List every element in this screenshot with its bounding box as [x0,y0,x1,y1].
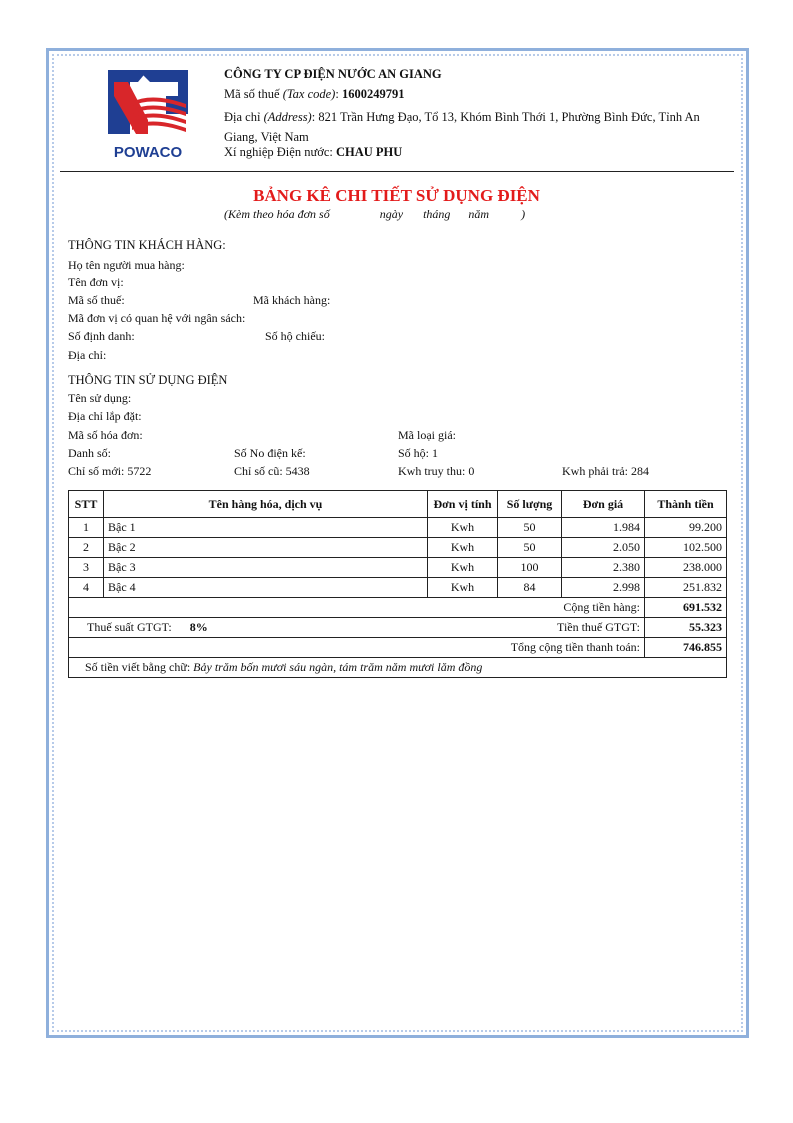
items-table [68,490,727,678]
row-price: 2.380 [562,558,645,578]
kwh-back-label: Kwh truy thu: [398,464,466,478]
customer-tax-label: Mã số thuế: [68,293,125,307]
table-row [69,518,727,538]
unit-label: Xí nghiệp Điện nước: [224,145,336,159]
subtitle-month: tháng [423,207,451,221]
roster-label: Danh số: [68,446,111,460]
row-stt: 1 [69,518,104,538]
table-header-row [69,491,727,518]
row-qty: 50 [498,538,562,558]
logo-text: POWACO [113,144,183,160]
header-price: Đơn giá [562,491,645,518]
address-label-en: (Address) [263,110,312,124]
address-label: Địa chỉ [224,110,264,124]
tax-code: 1600249791 [341,87,405,101]
kwh-pay-label: Kwh phải trả: [562,464,628,478]
subtotal-label: Cộng tiền hàng: [69,598,645,618]
powaco-logo [108,68,188,160]
company-name: CÔNG TY CP ĐIỆN NƯỚC AN GIANG [224,67,442,81]
logo-graphic [108,68,188,160]
subtitle-close: ) [521,207,526,221]
company-unit [224,145,402,160]
kwh-pay-value: 284 [630,464,649,478]
table-row [69,578,727,598]
old-index-field [234,464,310,479]
tax-label-en: (Tax code) [282,87,336,101]
header-divider [60,171,734,172]
kwh-pay-field [562,464,649,479]
total-value: 746.855 [645,638,727,658]
row-amount: 102.500 [645,538,727,558]
subtitle-year: năm [468,207,490,221]
row-amount: 251.832 [645,578,727,598]
row-price: 2.050 [562,538,645,558]
document-title: BẢNG KÊ CHI TIẾT SỬ DỤNG ĐIỆN [253,186,540,205]
household-value: 1 [432,446,439,460]
row-unit: Kwh [428,538,498,558]
row-stt: 4 [69,578,104,598]
header-qty: Số lượng [498,491,562,518]
install-address-label: Địa chỉ lắp đặt: [68,409,142,423]
row-amount: 238.000 [645,558,727,578]
document-subtitle [224,207,525,222]
customer-address-label: Địa chỉ: [68,348,107,362]
tax-colon: : [335,87,342,101]
table-row [69,538,727,558]
row-name: Bậc 1 [104,518,428,538]
company-tax-line [224,87,404,102]
header-name: Tên hàng hóa, dịch vụ [104,491,428,518]
unit-name: CHAU PHU [335,145,403,159]
row-price: 2.998 [562,578,645,598]
header-stt: STT [69,491,104,518]
amount-words-value: Bảy trăm bốn mươi sáu ngàn, tám trăm năm mươi lăm đồng [193,660,483,674]
amount-words-label: Số tiền viết bằng chữ: [85,660,194,674]
row-name: Bậc 3 [104,558,428,578]
new-index-field [68,464,151,479]
row-unit: Kwh [428,578,498,598]
table-row [69,558,727,578]
new-index-value: 5722 [127,464,152,478]
row-stt: 3 [69,558,104,578]
kwh-back-field [398,464,474,479]
vat-label: Tiền thuế GTGT: [557,620,640,634]
subtotal-value: 691.532 [645,598,727,618]
total-row [69,638,727,658]
row-name: Bậc 4 [104,578,428,598]
old-index-value: 5438 [285,464,310,478]
new-index-label: Chỉ số mới: [68,464,125,478]
row-unit: Kwh [428,518,498,538]
id-number-label: Số định danh: [68,329,135,343]
row-amount: 99.200 [645,518,727,538]
row-qty: 50 [498,518,562,538]
header-amount: Thành tiền [645,491,727,518]
vat-rate-label: Thuế suất GTGT: [87,620,172,634]
row-price: 1.984 [562,518,645,538]
row-stt: 2 [69,538,104,558]
amount-words-cell [69,658,727,678]
vat-cell [69,618,645,638]
buyer-label: Họ tên người mua hàng: [68,258,185,272]
unit-name-label: Tên đơn vị: [68,275,124,289]
company-address [224,107,729,147]
customer-code-label: Mã khách hàng: [253,293,331,307]
subtitle-day: ngày [379,207,404,221]
subtotal-row [69,598,727,618]
row-name: Bậc 2 [104,538,428,558]
household-label: Số hộ: [398,446,430,460]
price-code-label: Mã loại giá: [398,428,456,442]
subtitle-invoice: (Kèm theo hóa đơn số [224,207,330,221]
row-qty: 100 [498,558,562,578]
kwh-back-value: 0 [468,464,475,478]
header-unit: Đơn vị tính [428,491,498,518]
vat-value: 55.323 [645,618,727,638]
tax-label: Mã số thuế [224,87,283,101]
vat-row [69,618,727,638]
amount-words-row [69,658,727,678]
user-name-label: Tên sử dụng: [68,391,132,405]
vat-rate-value: 8% [189,620,208,634]
meter-no-label: Số No điện kế: [234,446,306,460]
vat-rate-field [87,620,208,635]
budget-code-label: Mã đơn vị có quan hệ với ngân sách: [68,311,246,325]
address-value: : 821 Trần Hưng Đạo, Tổ 13, Khóm Bình Thới 1, Phường Bình Đức, Tỉnh An Giang, Việt Nam [224,110,700,144]
customer-heading: THÔNG TIN KHÁCH HÀNG: [68,238,226,252]
usage-heading: THÔNG TIN SỬ DỤNG ĐIỆN [68,373,228,387]
row-qty: 84 [498,578,562,598]
household-field [398,446,438,461]
old-index-label: Chỉ số cũ: [234,464,283,478]
passport-label: Số hộ chiếu: [265,329,325,343]
total-label: Tổng cộng tiền thanh toán: [69,638,645,658]
row-unit: Kwh [428,558,498,578]
invoice-code-label: Mã số hóa đơn: [68,428,143,442]
